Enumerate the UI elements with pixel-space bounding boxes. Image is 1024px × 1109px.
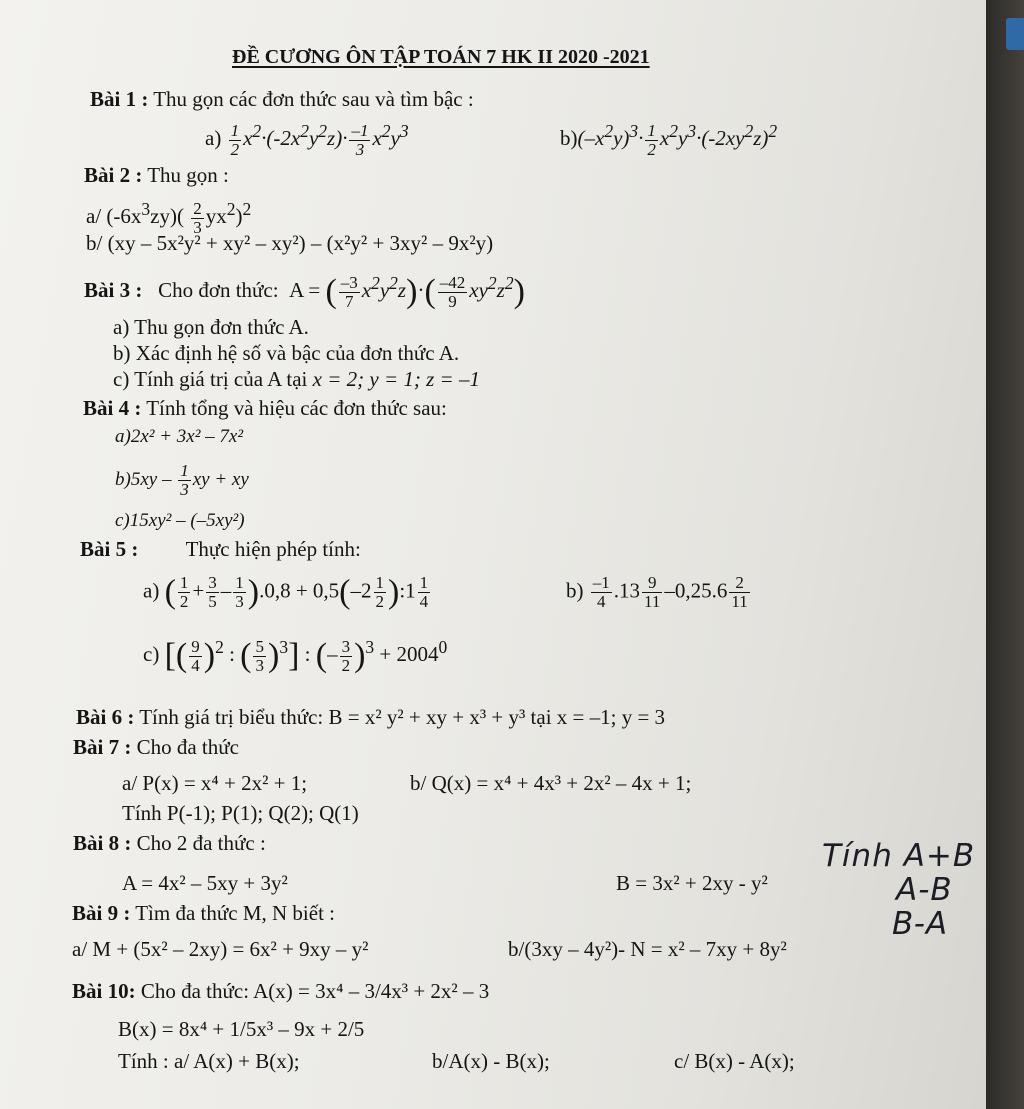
bai1-label: Bài 1 : xyxy=(90,87,149,111)
fraction: $\frac{5}{3}$ xyxy=(255,636,264,675)
bai8-label: Bài 8 : xyxy=(73,831,132,855)
fraction: $\frac{9}{11}$ xyxy=(644,573,661,611)
fraction: $\frac{1}{2}$ xyxy=(230,120,240,159)
bai5-label: Bài 5 : xyxy=(80,537,139,561)
fraction: $\frac{1}{2}$ xyxy=(179,573,189,611)
bai2-text: Thu gọn : xyxy=(147,163,229,187)
fraction: $\frac{1}{2}$ xyxy=(647,120,656,159)
bai5-c: c) [( $\frac{9}{4}$ )$^2$ : ( $\frac{5}{3}$ )$^3$] : (– $\frac{3}{2}$ )$^3 + 2004^0$ xyxy=(143,636,448,675)
bai2-heading xyxy=(84,162,229,188)
bai5-b: b) $\frac{-1}{4}$ .13 $\frac{9}{11}$ –0,25.6 $\frac{2}{11}$ xyxy=(566,573,748,611)
bai5-text: Thực hiện phép tính: xyxy=(185,537,361,561)
fraction: $\frac{1}{2}$ xyxy=(375,573,384,611)
handwritten-note-2: A-B xyxy=(896,872,953,908)
bai2-a-label: a/ xyxy=(86,204,102,228)
bai8-A: A = 4x² – 5xy + 3y² xyxy=(122,871,288,895)
bai9-label: Bài 9 : xyxy=(72,901,131,925)
bai7-a: a/ P(x) = x⁴ + 2x² + 1; xyxy=(122,771,308,795)
bai3-b: b) Xác định hệ số và bậc của đơn thức A. xyxy=(113,341,460,365)
fraction: $\frac{2}{3}$ xyxy=(193,198,202,237)
bai1-a: a) $\frac{1}{2}$ $x^2\cdot(-2x^2y^2z)\cdot$ $\frac{-1}{3}$ $x^2y^3$ xyxy=(205,120,409,159)
bai2-a: a/ $(-6x^3zy)$( $\frac{2}{3}$ $yx^2)^2$ xyxy=(86,198,252,237)
bai1-b-label: b) xyxy=(560,126,578,150)
fraction: $\frac{1}{3}$ xyxy=(180,461,189,499)
bai9-a: a/ M + (5x² – 2xy) = 6x² + 9xy – y² xyxy=(72,937,369,961)
fraction: $\frac{-1}{3}$ xyxy=(351,120,369,159)
bai10-heading xyxy=(72,978,489,1004)
fraction: $\frac{1}{3}$ xyxy=(235,573,244,611)
bai1-a-label: a) xyxy=(205,126,222,150)
bai9-text: Tìm đa thức M, N biết : xyxy=(135,901,335,925)
bai2-b xyxy=(86,230,493,256)
bai2-b-expr: (xy – 5x²y² + xy² – xy²) – (x²y² + 3xy² – 9x²y) xyxy=(107,231,494,255)
bai3-heading: Bài 3 : Cho đơn thức: A = ( $\frac{-3}{7}$ $x^2y^2z)\cdot$( $\frac{-42}{9}$ $xy^2z^2$) xyxy=(84,272,525,311)
bai3-c-text: c) Tính giá trị của A tại xyxy=(113,367,308,391)
bai4-text: Tính tổng và hiệu các đơn thức sau: xyxy=(146,396,447,420)
bai1-text: Thu gọn các đơn thức sau và tìm bậc : xyxy=(153,87,474,111)
bai6-label: Bài 6 : xyxy=(76,705,135,729)
handwritten-note-3: B-A xyxy=(892,906,949,942)
bai6-line xyxy=(76,704,665,730)
bai3-text: Cho đơn thức: xyxy=(158,278,279,302)
bai3-c xyxy=(113,366,480,392)
bai8-B: B = 3x² + 2xy - y² xyxy=(616,871,768,895)
bai3-a: a) Thu gọn đơn thức A. xyxy=(113,315,309,339)
bai10-label: Bài 10: xyxy=(72,979,136,1003)
bai7-text: Cho đa thức xyxy=(136,735,239,759)
bai5-b-label: b) xyxy=(566,578,584,603)
fraction: $\frac{-42}{9}$ xyxy=(439,272,466,311)
bai5-a-label: a) xyxy=(143,578,160,603)
bai7-c: Tính P(-1); P(1); Q(2); Q(1) xyxy=(122,801,359,825)
bai2-b-label: b/ xyxy=(86,231,103,255)
bai5-a: a) ( $\frac{1}{2}$ + $\frac{3}{5}$ – $\frac{1}{3}$ ).0,8 + 0,5(–2 $\frac{1}{2}$ ):1 $\frac{1}{4}$ xyxy=(143,573,429,611)
bai8-heading xyxy=(73,830,266,856)
bai8-text: Cho 2 đa thức : xyxy=(136,831,266,855)
bai5-heading xyxy=(80,536,361,562)
bai7-b: b/ Q(x) = x⁴ + 4x³ + 2x² – 4x + 1; xyxy=(410,771,692,795)
bai1-heading xyxy=(90,86,474,112)
bai7-heading xyxy=(73,734,239,760)
fraction: $\frac{2}{11}$ xyxy=(731,573,748,611)
handwritten-note-1: Tính A+B xyxy=(822,838,976,874)
bai4-heading xyxy=(83,395,447,421)
fraction: $\frac{9}{4}$ xyxy=(191,636,200,675)
bai2-label: Bài 2 : xyxy=(84,163,143,187)
bai4-label: Bài 4 : xyxy=(83,396,142,420)
fraction: $\frac{-3}{7}$ xyxy=(340,272,358,311)
bai10-text: Cho đa thức: A(x) = 3x⁴ – 3/4x³ + 2x² – 3 xyxy=(140,979,490,1003)
page-edge-shadow xyxy=(986,0,1024,1109)
bai6-text: Tính giá trị biểu thức: B = x² y² + xy + x³ + y³ tại x = –1; y = 3 xyxy=(139,705,666,729)
fraction: $\frac{-1}{4}$ xyxy=(592,573,610,611)
bai5-c-label: c) xyxy=(143,642,160,666)
bai4-a: a)2x² + 3x² – 7x² xyxy=(115,426,244,447)
page-title: ĐỀ CƯƠNG ÔN TẬP TOÁN 7 HK II 2020 -2021 xyxy=(232,46,650,68)
bai3-c-values: x = 2; y = 1; z = –1 xyxy=(312,367,480,391)
bai7-label: Bài 7 : xyxy=(73,735,132,759)
bai9-b: b/(3xy – 4y²)- N = x² – 7xy + 8y² xyxy=(508,937,787,961)
bai10-c: c/ B(x) - A(x); xyxy=(674,1049,795,1073)
bai10-B: B(x) = 8x⁴ + 1/5x³ – 9x + 2/5 xyxy=(118,1017,365,1041)
blue-clip-decoration xyxy=(1006,18,1024,50)
bai10-b: b/A(x) - B(x); xyxy=(432,1049,550,1073)
bai1-b: $b)(-x^2y)^3\cdot$ $\frac{1}{2}$ $x^2y^3\cdot(-2xy^2z)^2$ xyxy=(560,120,778,159)
bai4-c: c)15xy² – (–5xy²) xyxy=(115,510,245,531)
fraction: $\frac{3}{2}$ xyxy=(341,636,351,675)
fraction: $\frac{1}{4}$ xyxy=(419,573,429,611)
bai3-label: Bài 3 : xyxy=(84,278,143,302)
fraction: $\frac{3}{5}$ xyxy=(208,573,217,611)
bai10-tinh: Tính : a/ A(x) + B(x); xyxy=(118,1049,300,1073)
bai4-b: b)5xy – $\frac{1}{3}$ xy + xy xyxy=(115,461,249,499)
bai9-heading xyxy=(72,900,335,926)
